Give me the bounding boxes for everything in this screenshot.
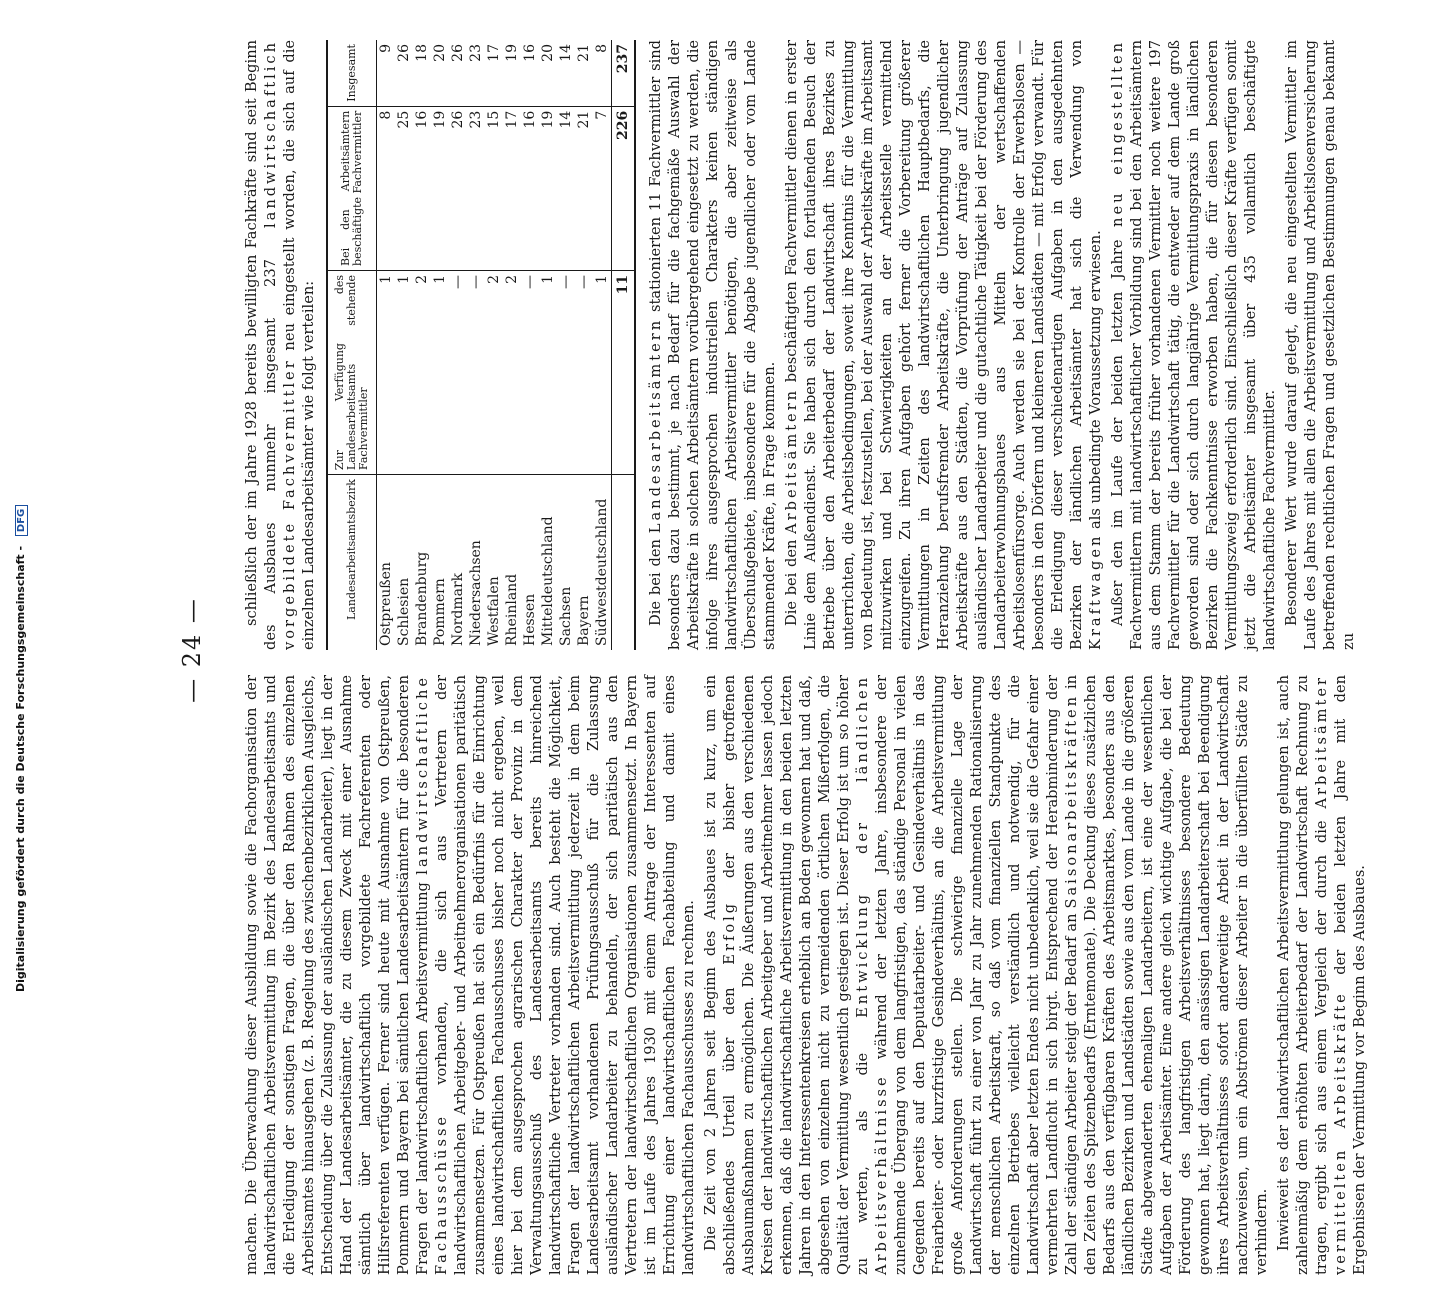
value-cell: 20 (431, 40, 449, 106)
table-row (395, 40, 413, 650)
digitization-credit: Digitalisierung gefördert durch die Deutsche Forschungsgemeinschaft - DFG (14, 0, 28, 992)
value-cell: — (521, 270, 539, 474)
value-cell: 23 (467, 40, 485, 106)
emphasis-text: Arbeitsämtern (783, 387, 800, 534)
table-header-row (327, 40, 377, 650)
region-cell: Bayern (576, 595, 592, 646)
value-cell: 16 (521, 106, 539, 270)
emphasis-text: Erfolg (721, 900, 738, 965)
value-cell: 19 (539, 106, 557, 270)
value-cell: 26 (449, 106, 467, 270)
total-cell: 226 (612, 106, 636, 270)
table-row (431, 40, 449, 650)
value-cell: 18 (413, 40, 431, 106)
value-cell: 19 (431, 106, 449, 270)
value-cell: 15 (485, 106, 503, 270)
value-cell: 1 (539, 270, 557, 474)
emphasis-text: Arbeitsämter vermittelten Arbeitskräfte (1313, 675, 1349, 1275)
region-cell: Ostpreußen (378, 562, 394, 646)
value-cell: 16 (413, 106, 431, 270)
region-cell: Nordmark (450, 572, 466, 646)
page-number: — 24 — (178, 597, 206, 703)
emphasis-text: Kraftwagen (1087, 533, 1104, 650)
table-row (413, 40, 431, 650)
paragraph: Inwieweit es der landwirtschaftlichen Arbeitsvermittlung gelungen ist, auch zahlenmäßig dem erhöhten Arbeiterbedarf der Landwirtschaft Rechnung zu tragen, ergibt sich aus einem Vergleich der durch die Arbeitsämter vermittelten Arbeitskräfte der beiden letzten Jahre mit den Ergebnissen der Vermittlung vor Beginn des Ausbaues. (1275, 675, 1368, 1275)
emphasis-text: landwirtschaftlich vorgebildete Fachvermittler (262, 40, 298, 650)
emphasis-text: neu eingestellten (1109, 40, 1126, 227)
value-cell: 1 (593, 270, 612, 474)
value-cell: 1 (395, 270, 413, 474)
value-cell: 20 (539, 40, 557, 106)
region-cell: Mitteldeutschland (540, 516, 556, 646)
value-cell: 25 (395, 106, 413, 270)
total-cell: 11 (612, 270, 636, 474)
total-cell (612, 475, 636, 650)
value-cell: 21 (575, 40, 593, 106)
column-header: Insgesamt (327, 40, 377, 106)
value-cell: 2 (485, 270, 503, 474)
region-cell: Niedersachsen (468, 540, 484, 646)
value-cell: — (557, 270, 575, 474)
region-cell: Rheinland (504, 573, 520, 646)
table-total-row (612, 40, 636, 650)
emphasis-text: landwirtschaftliche Fachausschüsse (414, 675, 450, 1275)
value-cell: 16 (521, 40, 539, 106)
value-cell: 14 (557, 106, 575, 270)
value-cell: 26 (449, 40, 467, 106)
region-cell: Westfalen (486, 576, 502, 646)
table-row (593, 40, 612, 650)
region-cell: Sachsen (558, 586, 574, 646)
text-column-left (242, 674, 1368, 1275)
total-cell: 237 (612, 40, 636, 106)
table-row (449, 40, 467, 650)
paragraph: Die bei den Arbeitsämtern beschäftigten Fachvermittler dienen in erster Linie dem Außendienst. Sie haben sich durch den fortlaufenden Besuch der Betriebe über den Arbeiterbedarf der Landwirtschaft ihres Bezirkes zu unterrichten, die Arbeitsbedingungen, soweit ihre Kenntnis für die Vermittlung von Bedeutung ist, festzustellen, bei der Auswahl der Arbeitskräfte im Arbeitsamt mitzuwirken und bei Schwierigkeiten an der Arbeitsstelle vermittelnd einzugreifen. Zu ihren Aufgaben gehört ferner die Vorbereitung größerer Vermittlungen in Zeiten des landwirtschaftlichen Hauptbedarfs, die Heranziehung berufsfremder Arbeitskräfte, die Unterbringung jugendlicher Arbeitskräfte aus den Städten, die Vorprüfung der Anträge auf Zulassung ausländischer Landarbeiter und die gutachtliche Tätigkeit bei der Förderung des Landarbeiterwohnungsbaues aus Mitteln der wertschaffenden Arbeitslosenfürsorge. Auch werden sie bei der Kontrolle der Erwerbslosen — besonders in den Dörfern und kleineren Landstädten — mit Erfolg verwandt. Für die Erledigung dieser verschiedenartigen Aufgaben in den ausgedehnten Bezirken der ländlichen Arbeitsämter hat sich die Verwendung von Kraftwagen als unbedingte Voraussetzung erwiesen. (783, 39, 1104, 650)
value-cell: 2 (503, 270, 521, 474)
column-header: Bei den Arbeitsämtern beschäftigte Fachvermittler (327, 106, 377, 270)
region-cell: Südwestdeutschland (594, 498, 610, 646)
table-row (503, 40, 521, 650)
paragraph: machen. Die Überwachung dieser Ausbildung sowie die Fachorganisation der landwirtschaftlichen Arbeitsvermittlung im Bezirk des Landesarbeitsamts und die Erledigung der sonstigen Fragen, die über den Rahmen des einzelnen Arbeitsamtes hinausgehen (z. B. Regelung des zwischenbezirklichen Ausgleichs, Entscheidung über die Zulassung der ausländischen Landarbeiter), liegt in der Hand der Landesarbeitsämter, die zu diesem Zweck mit einer Ausnahme sämtlich über landwirtschaftlich vorgebildete Fachreferenten oder Hilfsreferenten verfügen. Ferner sind heute mit Ausnahme von Ostpreußen, Pommern und Bayern bei sämtlichen Landesarbeitsämtern für die besonderen Fragen der landwirtschaftlichen Arbeitsvermittlung landwirtschaftliche Fachausschüsse vorhanden, die sich aus Vertretern der landwirtschaftlichen Arbeitgeber- und Arbeitnehmerorganisationen paritätisch zusammensetzen. Für Ostpreußen hat sich ein Bedürfnis für die Einrichtung eines landwirtschaftlichen Fachausschusses bisher noch nicht ergeben, weil hier bei dem ausgesprochen agrarischen Charakter der Provinz in dem Verwaltungsausschuß des Landesarbeitsamts bereits hinreichend landwirtschaftliche Vertreter vorhanden sind. Auch besteht die Möglichkeit, Fragen der landwirtschaftlichen Arbeitsvermittlung jederzeit in dem beim Landesarbeitsamt vorhandenen Prüfungsausschuß für die Zulassung ausländischer Landarbeiter zu behandeln, der sich paritätisch aus den Vertretern der landwirtschaftlichen Organisationen zusammensetzt. In Bayern ist im Laufe des Jahres 1930 mit einem Antrage der Interessenten auf Errichtung einer landwirtschaftlichen Fachabteilung und damit eines landwirtschaftlichen Fachausschusses zu rechnen. (243, 675, 697, 1275)
value-cell: 17 (503, 106, 521, 270)
value-cell: — (575, 270, 593, 474)
value-cell: — (467, 270, 485, 474)
table-row (557, 40, 575, 650)
value-cell: 1 (431, 270, 449, 474)
region-cell: Brandenburg (414, 551, 430, 646)
emphasis-text: Landesarbeitsämtern (647, 317, 664, 534)
table-row (575, 40, 593, 650)
paragraph: Besonderer Wert wurde darauf gelegt, die neu eingestellten Vermittler im Laufe des Jahres mit allen die Arbeitsvermittlung und Arbeitslosenversicherung betreffenden rechtlichen Fragen und gesetzlichen Bestimmungen genau bekannt zu (1283, 40, 1357, 650)
value-cell: 21 (575, 106, 593, 270)
emphasis-text: Entwicklung der ländlichen Arbeitsverhältnisse (854, 674, 890, 1275)
paragraph: Außer den im Laufe der beiden letzten Jahre neu eingestellten Fachvermittlern mit landwirtschaftlicher Vorbildung sind bei den Arbeitsämtern aus dem Stamm der bereits früher vorhandenen Vermittler noch weitere 197 Fachvermittler für die Landwirtschaft tätig, die entweder auf dem Lande groß geworden sind oder sich durch langjährige Vermittlungspraxis in ländlichen Bezirken die Fachkenntnisse erworben haben, die für diesen besonderen Vermittlungszweig erforderlich sind. Einschließlich dieser Kräfte verfügen somit jetzt die Arbeitsämter insgesamt über 435 vollamtlich beschäftigte landwirtschaftliche Fachvermittler. (1109, 40, 1278, 650)
table-row (377, 40, 396, 650)
value-cell: 7 (593, 106, 612, 270)
table-row (521, 40, 539, 650)
document-page (150, 5, 1368, 1295)
text-column-right (242, 39, 1357, 650)
value-cell: 17 (485, 40, 503, 106)
column-header: Landesarbeitsamtsbezirk (327, 475, 377, 650)
value-cell: 8 (377, 106, 396, 270)
value-cell: 2 (413, 270, 431, 474)
value-cell: 23 (467, 106, 485, 270)
dfg-logo: DFG (15, 505, 28, 536)
emphasis-text: Saisonarbeitskräften (1063, 693, 1080, 909)
table-row (467, 40, 485, 650)
value-cell: 14 (557, 40, 575, 106)
value-cell: 9 (377, 40, 396, 106)
region-cell: Pommern (432, 578, 448, 646)
value-cell: 26 (395, 40, 413, 106)
region-cell: Schlesien (396, 577, 412, 646)
fachvermittler-table (326, 40, 636, 650)
paragraph: Die bei den Landesarbeitsämtern stationierten 11 Fachvermittler sind besonders dazu bestimmt, je nach Bedarf für die fachgemäße Auswahl der Arbeitskräfte in solchen Arbeitsämtern vorübergehend eingesetzt zu werden, die infolge ihres ausgesprochen industriellen Charakters keinen ständigen landwirtschaftlichen Arbeitsvermittler benötigen, die aber zeitweise als Überschußgebiete, insbesondere für die Abgabe jugendlicher oder vom Lande stammender Kräfte, in Frage kommen. (647, 39, 778, 650)
value-cell: 8 (593, 40, 612, 106)
column-header: Zur Verfügung des Landesarbeitsamts stehende Fachvermittler (327, 270, 377, 474)
table-body (377, 40, 636, 650)
paragraph: Die Zeit von 2 Jahren seit Beginn des Ausbaues ist zu kurz, um ein abschließendes Urteil über den Erfolg der bisher getroffenen Ausbaumaßnahmen zu ermöglichen. Die Äußerungen aus den verschiedenen Kreisen der landwirtschaftlichen Arbeitgeber und Arbeitnehmer lassen jedoch erkennen, daß die landwirtschaftliche Arbeitsvermittlung in den beiden letzten Jahren in den Interessentenkreisen erheblich an Boden gewonnen hat und daß, abgesehen von einzelnen nicht zu vermeidenden örtlichen Mißerfolgen, die Qualität der Vermittlung wesentlich gestiegen ist. Dieser Erfolg ist um so höher zu werten, als die Entwicklung der ländlichen Arbeitsverhältnisse während der letzten Jahre, insbesondere der zunehmende Übergang von dem langfristigen, das ständige Personal in vielen Gegenden bereits auf den Deputatarbeiter- und Gesindeverhältnis in das Freiarbeiter- oder kurzfristige Gesindeverhältnis, an die Arbeitsvermittlung große Anforderungen stellen. Die schwierige finanzielle Lage der Landwirtschaft führt zu einer von Jahr zu Jahr zunehmenden Rationalisierung der menschlichen Arbeitskraft, so daß vom finanziellen Standpunkte des einzelnen Betriebes vielleicht verständlich und notwendig, für die Landwirtschaft aber letzten Endes nicht unbedenklich, weil sie die Gefahr einer vermehrten Landflucht in sich birgt. Entsprechend der Herabminderung der Zahl der ständigen Arbeiter steigt der Bedarf an Saisonarbeitskräften in den Zeiten des Spitzenbedarfs (Erntemonate). Die Deckung dieses zusätzlichen Bedarfs aus den verfügbaren Kräften des Arbeitsmarktes, besonders aus den ländlichen Bezirken und Landstädten sowie aus den vom Lande in die größeren Städte abgewanderten ehemaligen Landarbeitern, ist eine der wesentlichen Aufgaben der Arbeitsämter. Eine andere gleich wichtige Aufgabe, die bei der Förderung des langfristigen Arbeitsverhältnisses besondere Bedeutung gewonnen hat, liegt darin, den ansässigen Landarbeiterschaft bei Beendigung ihres Arbeitsverhältnisses sofort anderweitige Arbeit in der Landwirtschaft nachzuweisen, um ein Abströmen dieser Arbeiter in die überfüllten Städte zu verhindern. (702, 674, 1270, 1275)
value-cell: 19 (503, 40, 521, 106)
table-row (485, 40, 503, 650)
paragraph: schließlich der im Jahre 1928 bereits bewilligten Fachkräfte sind seit Beginn des Ausbaues nunmehr insgesamt 237 landwirtschaftlich vorgebildete Fachvermittler neu eingestellt worden, die sich auf die einzelnen Landesarbeitsämter wie folgt verteilen: (243, 40, 317, 650)
value-cell: 1 (377, 270, 396, 474)
region-cell: Hessen (522, 593, 538, 646)
table-row (539, 40, 557, 650)
value-cell: — (449, 270, 467, 474)
